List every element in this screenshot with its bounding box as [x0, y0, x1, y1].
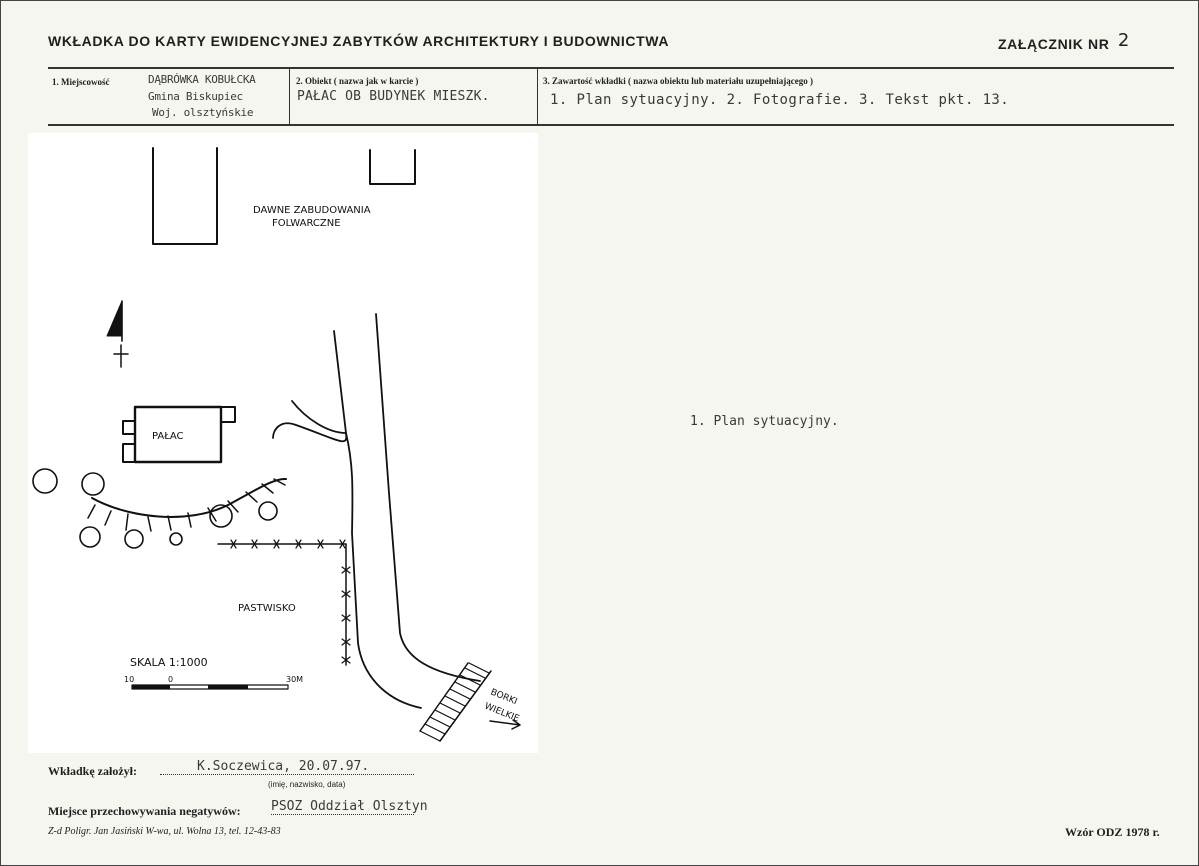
tree-avenue	[92, 479, 286, 517]
scale-tick-label: 30M	[286, 675, 304, 684]
farm-buildings-label: DAWNE ZABUDOWANIA	[253, 205, 371, 216]
negatives-location-value: PSOZ Oddział Olsztyn	[271, 799, 428, 814]
negatives-location-label: Miejsce przechowywania negatywów:	[48, 804, 241, 818]
road-destination-label: BORKI	[488, 687, 519, 708]
contents-value: 1. Plan sytuacyjny. 2. Fotografie. 3. Tekst pkt. 13.	[550, 92, 1010, 108]
fence-marks	[231, 540, 350, 663]
attachment-label: ZAŁĄCZNIK NR	[998, 36, 1110, 52]
tree-marks	[88, 479, 285, 531]
table-top-rule	[48, 67, 1174, 69]
farm-building	[370, 150, 415, 184]
palace-label: PAŁAC	[152, 431, 184, 442]
contents-label: 3. Zawartość wkładki ( nazwa obiektu lub materiału uzupełniającego )	[543, 76, 814, 86]
created-by-label: Wkładkę założył:	[48, 764, 137, 778]
object-value: PAŁAC OB BUDYNEK MIESZK.	[297, 89, 490, 104]
negatives-location-dotted-line	[271, 814, 414, 815]
railway	[420, 663, 491, 741]
north-arrow-icon	[107, 301, 128, 367]
arrow-right-icon	[490, 720, 520, 729]
document-title: WKŁADKA DO KARTY EWIDENCYJNEJ ZABYTKÓW ARCHITEKTURY I BUDOWNICTWA	[48, 33, 670, 49]
object-label: 2. Obiekt ( nazwa jak w karcie )	[296, 76, 419, 86]
scale-tick-label: 0	[168, 675, 174, 684]
created-by-hint: (imię, nazwisko, data)	[268, 780, 346, 789]
tree-circles	[33, 469, 277, 548]
table-divider	[289, 69, 290, 124]
farm-buildings-label: FOLWARCZNE	[272, 218, 341, 229]
pasture-label: PASTWISKO	[238, 603, 296, 614]
scale-tick-label: 10	[124, 675, 135, 684]
printer-imprint: Z-d Poligr. Jan Jasiński W-wa, ul. Wolna 13, tel. 12-43-83	[48, 826, 281, 837]
scale-bar	[132, 685, 288, 689]
road	[273, 314, 480, 708]
attachment-number	[998, 30, 1130, 54]
plan-caption: 1. Plan sytuacyjny.	[690, 414, 839, 429]
table-divider	[537, 69, 538, 124]
farm-building	[153, 148, 217, 244]
scale-label: SKALA 1:1000	[130, 656, 208, 669]
road-destination-label: WIELKIE	[482, 701, 521, 725]
location-value-village: DĄBRÓWKA KOBUŁCKA	[148, 73, 256, 86]
table-bottom-rule	[48, 124, 1174, 126]
form-model: Wzór ODZ 1978 r.	[1065, 825, 1160, 839]
site-plan	[28, 133, 538, 753]
location-value-voivodeship: Woj. olsztyńskie	[152, 106, 254, 119]
created-by-value: K.Soczewica, 20.07.97.	[197, 759, 370, 774]
location-value-commune: Gmina Biskupiec	[148, 90, 243, 103]
created-by-dotted-line	[160, 774, 414, 775]
attachment-number-value: 2	[1117, 30, 1130, 51]
location-label: 1. Miejscowość	[52, 77, 110, 87]
